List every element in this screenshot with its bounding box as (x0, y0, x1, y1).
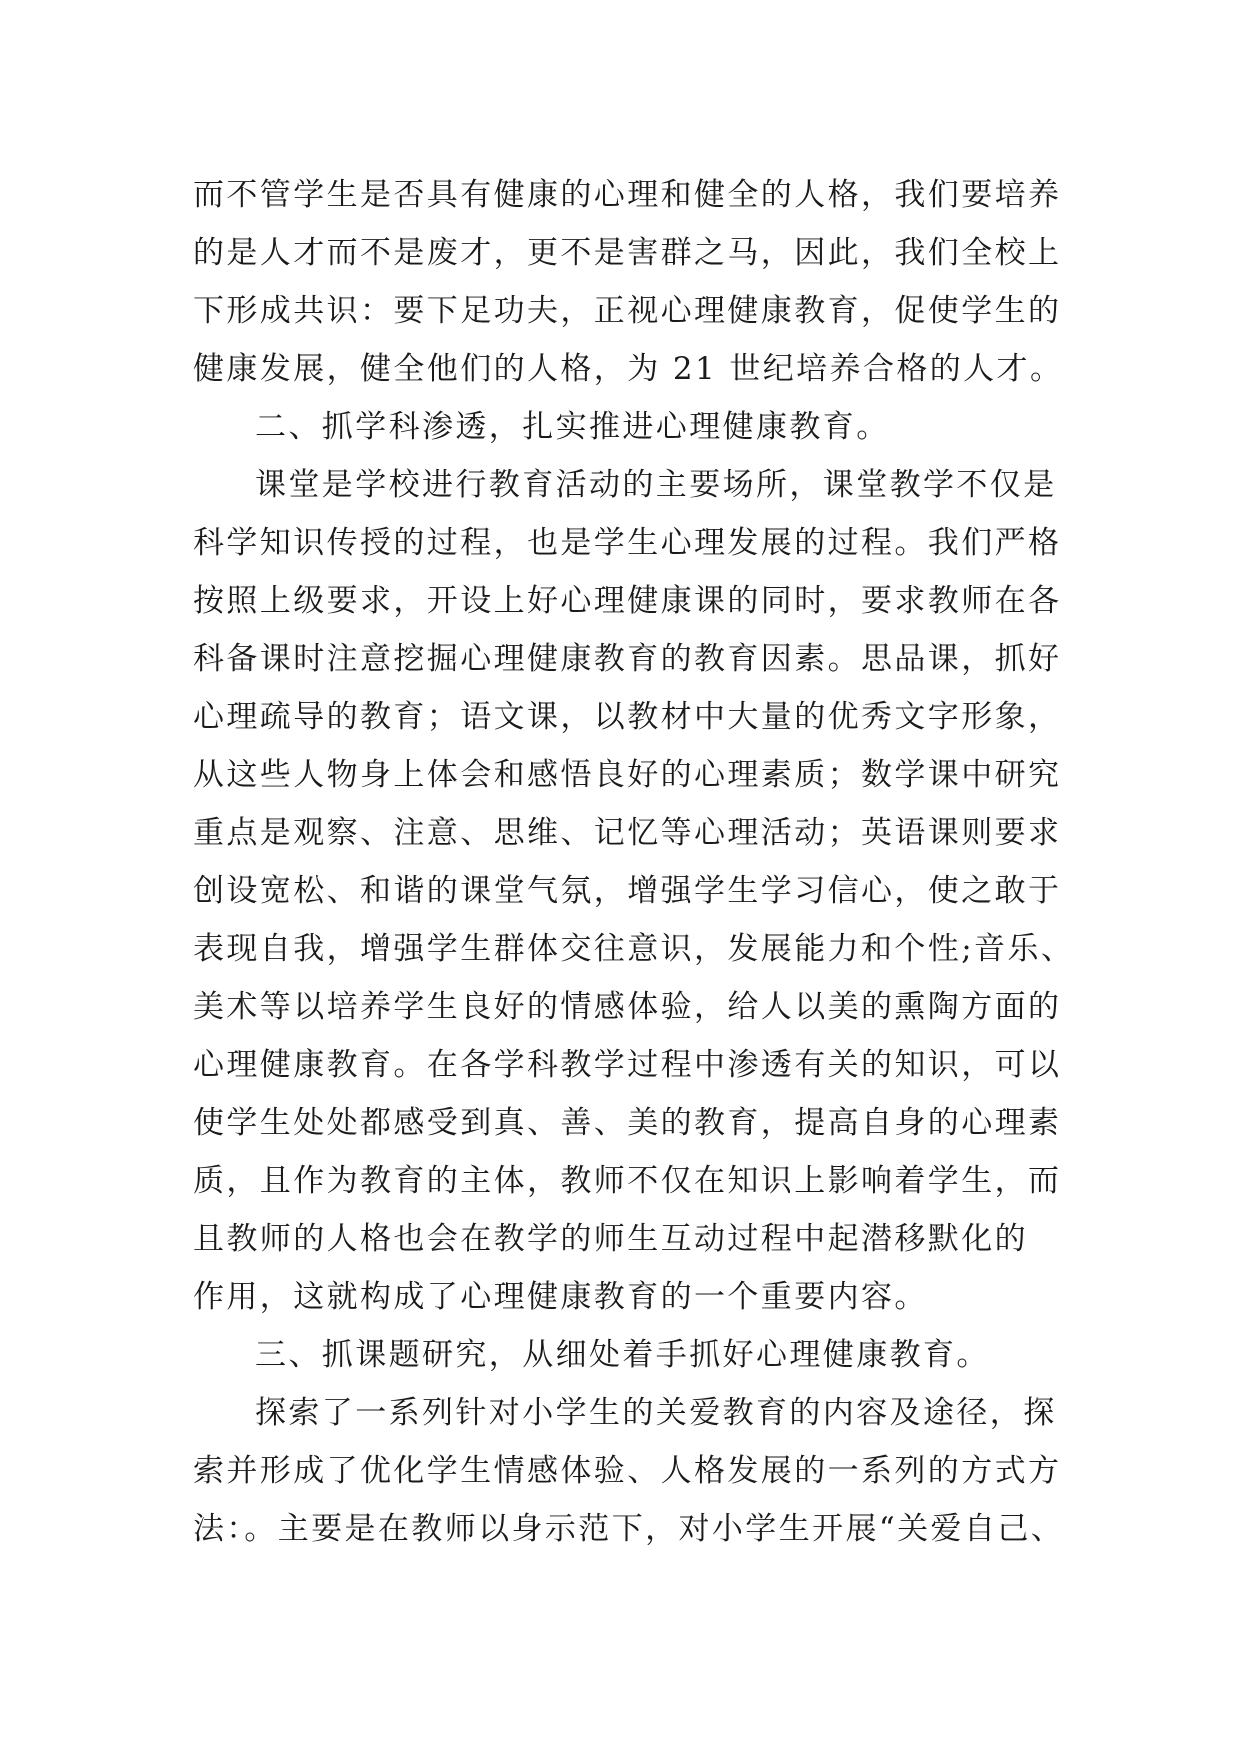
text-line: 的是人才而不是废才，更不是害群之马，因此，我们全校上 (193, 235, 1062, 271)
document-body (193, 166, 1073, 1558)
text-line: 课堂是学校进行教育活动的主要场所，课堂教学不仅是 (255, 467, 1057, 503)
section-heading: 二、抓学科渗透，扎实推进心理健康教育。 (255, 409, 890, 445)
section-heading: 三、抓课题研究，从细处着手抓好心理健康教育。 (255, 1337, 990, 1373)
text-line: 下形成共识：要下足功夫，正视心理健康教育，促使学生的 (193, 293, 1062, 329)
text-line: 作用，这就构成了心理健康教育的一个重要内容。 (193, 1279, 928, 1315)
text-line: 探索了一系列针对小学生的关爱教育的内容及途径，探 (255, 1395, 1057, 1431)
text-line: 按照上级要求，开设上好心理健康课的同时，要求教师在各 (193, 583, 1062, 619)
text-line: 健康发展，健全他们的人格，为 21 世纪培养合格的人才。 (193, 351, 1064, 387)
text-line: 质，且作为教育的主体，教师不仅在知识上影响着学生，而 (193, 1163, 1062, 1199)
text-line: 且教师的人格也会在教学的师生互动过程中起潜移默化的 (193, 1221, 1028, 1257)
text-line: 而不管学生是否具有健康的心理和健全的人格，我们要培养 (193, 177, 1062, 213)
text-line: 法：。主要是在教师以身示范下，对小学生开展“关爱自己、 (193, 1511, 1065, 1547)
text-line: 科学知识传授的过程，也是学生心理发展的过程。我们严格 (193, 525, 1062, 561)
text-line: 心理健康教育。在各学科教学过程中渗透有关的知识，可以 (193, 1047, 1062, 1083)
text-line: 表现自我，增强学生群体交往意识，发展能力和个性;音乐、 (193, 931, 1075, 967)
text-line: 从这些人物身上体会和感悟良好的心理素质；数学课中研究 (193, 757, 1062, 793)
text-line: 重点是观察、注意、思维、记忆等心理活动；英语课则要求 (193, 815, 1062, 851)
text-line: 心理疏导的教育；语文课，以教材中大量的优秀文字形象， (193, 699, 1062, 735)
text-line: 科备课时注意挖掘心理健康教育的教育因素。思品课，抓好 (193, 641, 1062, 677)
text-line: 创设宽松、和谐的课堂气氛，增强学生学习信心，使之敢于 (193, 873, 1062, 909)
text-line: 美术等以培养学生良好的情感体验，给人以美的熏陶方面的 (193, 989, 1062, 1025)
text-line: 索并形成了优化学生情感体验、人格发展的一系列的方式方 (193, 1453, 1062, 1489)
text-line: 使学生处处都感受到真、善、美的教育，提高自身的心理素 (193, 1105, 1062, 1141)
